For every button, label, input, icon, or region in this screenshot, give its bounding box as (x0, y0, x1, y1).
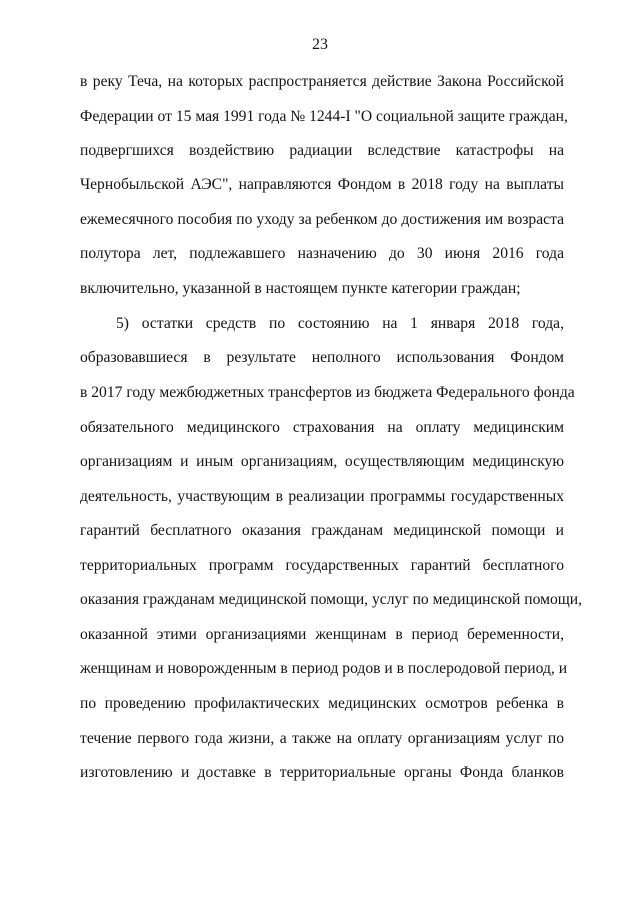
text-line: обязательного медицинского страхования на оплату медицинским (80, 419, 564, 436)
text-line: полутора лет, подлежавшего назначению до 30 июня 2016 года (80, 245, 564, 262)
text-line: территориальных программ государственных гарантий бесплатного (80, 557, 564, 574)
text-line: гарантий бесплатного оказания гражданам медицинской помощи и (80, 522, 564, 539)
text-line: по проведению профилактических медицинских осмотров ребенка в (80, 695, 564, 712)
text-line: 5) остатки средств по состоянию на 1 января 2018 года, (116, 315, 564, 332)
text-line: ежемесячного пособия по уходу за ребенком до достижения им возраста (80, 211, 564, 228)
text-line: деятельность, участвующим в реализации программы государственных (80, 488, 564, 505)
text-line: организациям и иным организациям, осуществляющим медицинскую (80, 453, 564, 470)
text-line: женщинам и новорожденным в период родов и в послеродовой период, и (80, 660, 568, 677)
text-line: Федерации от 15 мая 1991 года № 1244-I "О социальной защите граждан, (80, 108, 568, 125)
text-line: включительно, указанной в настоящем пункте категории граждан; (80, 280, 521, 297)
text-line: образовавшиеся в результате неполного использования Фондом (80, 349, 564, 366)
text-line: подвергшихся воздействию радиации вследствие катастрофы на (80, 142, 564, 159)
text-line: течение первого года жизни, а также на оплату организациям услуг по (80, 730, 564, 747)
page-number: 23 (312, 36, 328, 53)
text-line: Чернобыльской АЭС", направляются Фондом в 2018 году на выплаты (80, 176, 564, 193)
text-line: изготовлению и доставке в территориальные органы Фонда бланков (80, 764, 564, 781)
text-line: оказанной этими организациями женщинам в период беременности, (80, 626, 564, 643)
text-line: в 2017 году межбюджетных трансфертов из бюджета Федерального фонда (80, 384, 575, 401)
text-line: оказания гражданам медицинской помощи, услуг по медицинской помощи, (80, 591, 583, 608)
text-line: в реку Теча, на которых распространяется действие Закона Российской (80, 73, 564, 90)
